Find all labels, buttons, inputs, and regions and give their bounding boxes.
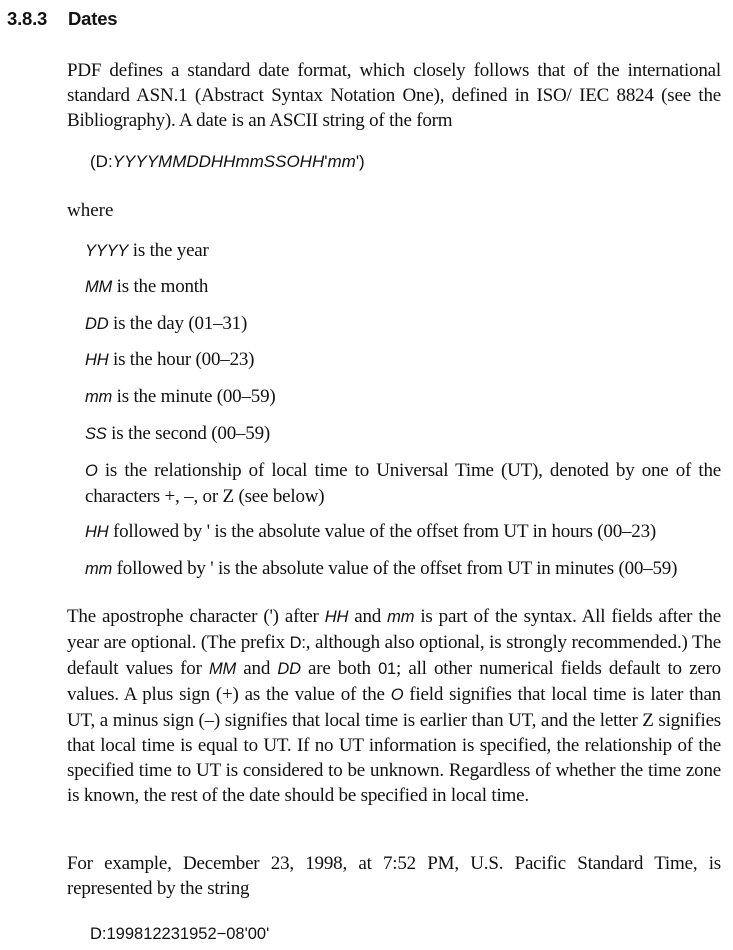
explanation-paragraph: [67, 604, 721, 808]
section-number: 3.8.3: [7, 8, 48, 29]
intro-paragraph: PDF defines a standard date format, which closely follows that of the international standard ASN.1 (Abstract Syntax Notation One), defined in ISO/ IEC 8824 (see the Bibliography). A date is an ASCII string of the form: [67, 60, 721, 131]
field-item: [85, 238, 721, 264]
field-item: [85, 519, 721, 545]
section-title: Dates: [68, 8, 118, 29]
field-description: is the relationship of local time to Universal Time (UT), denoted by one of the characters +, –, or Z (see below): [85, 460, 721, 507]
field-term: YYYY: [85, 242, 129, 260]
field-description: is the day (01–31): [108, 313, 248, 334]
field-term: HH: [85, 523, 109, 541]
field-item: [85, 347, 721, 373]
term-mm: mm: [387, 608, 415, 626]
field-term: O: [85, 462, 98, 480]
term-hh: HH: [324, 608, 349, 626]
where-label: where: [67, 200, 114, 221]
field-description: is the hour (00–23): [108, 349, 255, 370]
text-run: , although also optional, is strongly recommended.) The default values for: [67, 632, 721, 679]
text-run: ; all other numerical fields default to zero values. A plus sign (+) as the value of the: [67, 658, 721, 705]
field-item: [85, 458, 721, 509]
text-run: The apostrophe character (') after: [67, 606, 325, 627]
field-item: [85, 384, 721, 410]
field-term: mm: [85, 560, 113, 578]
field-description: is the second (00–59): [106, 423, 271, 444]
syntax-prefix: (D:: [90, 152, 113, 171]
field-term: DD: [85, 315, 109, 333]
field-item: [85, 274, 721, 300]
field-item: [85, 421, 721, 447]
field-item: [85, 311, 721, 337]
field-description: followed by ' is the absolute value of the offset from UT in hours (00–23): [108, 521, 657, 542]
text-run: field signifies that local time is later than UT, a minus sign (–) signifies that local time is earlier than UT, and the letter Z signifies that local time is equal to UT. If no UT information is specified, the relationship of the specified time to UT is considered to be unknown. Regardless of whether the time zone is known, the rest of the date should be specified in local time.: [67, 684, 721, 806]
field-term: MM: [85, 278, 113, 296]
term-MM: MM: [208, 660, 237, 678]
field-term: SS: [85, 425, 107, 443]
text-run: is part of the syntax. All fields after the year are optional. (The prefix: [67, 606, 721, 653]
field-description: is the year: [128, 240, 209, 261]
date-syntax: [90, 152, 365, 172]
text-run: are both: [300, 658, 379, 679]
field-description: is the month: [112, 276, 209, 297]
section-heading: [7, 8, 117, 30]
field-item: [85, 556, 721, 582]
text-run: and: [236, 658, 278, 679]
field-term: mm: [85, 388, 113, 406]
syntax-minutes: mm: [327, 152, 356, 171]
text-run: and: [348, 606, 388, 627]
term-DD: DD: [277, 660, 301, 678]
field-term: HH: [85, 351, 109, 369]
field-description: followed by ' is the absolute value of the offset from UT in minutes (00–59): [112, 558, 678, 579]
syntax-suffix: '): [355, 152, 365, 171]
prefix-code: D:: [289, 634, 306, 652]
example-intro-paragraph: For example, December 23, 1998, at 7:52 PM, U.S. Pacific Standard Time, is represented by the string: [67, 853, 721, 899]
syntax-pattern: YYYYMMDDHHmmSSOHH: [112, 152, 325, 171]
field-description: is the minute (00–59): [112, 386, 276, 407]
syntax-apostrophe: ': [324, 152, 328, 171]
default-value: 01: [378, 660, 397, 678]
term-O: O: [390, 686, 404, 704]
example-date-string: D:199812231952−08'00': [90, 925, 270, 943]
